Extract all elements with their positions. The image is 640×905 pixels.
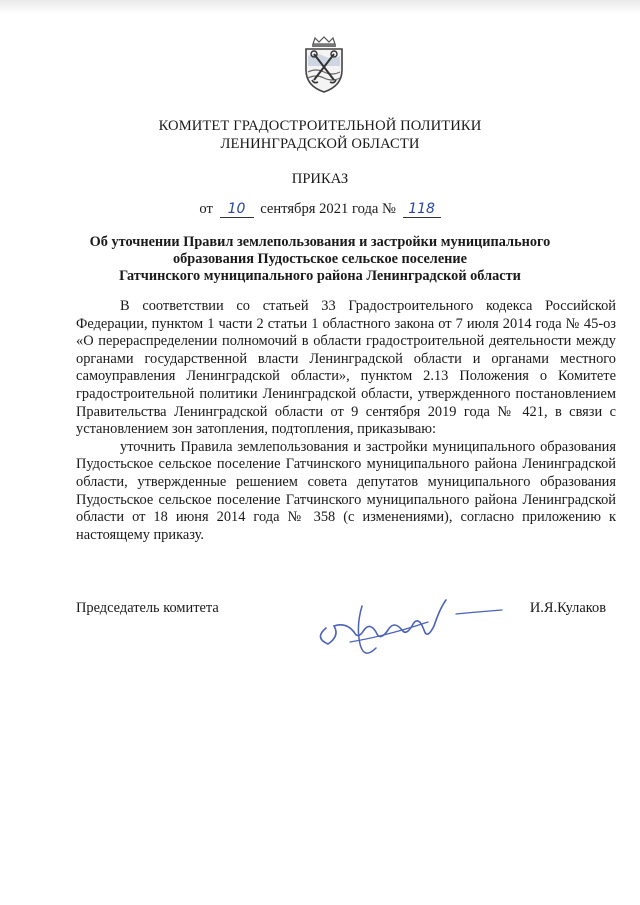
scan-shadow	[0, 0, 640, 14]
document-day: 10	[220, 202, 254, 218]
subject-line3: Гатчинского муниципального района Ленинградской области	[119, 268, 521, 284]
subject-line2: образования Пудостьское сельское поселение	[173, 251, 467, 267]
handwritten-signature	[306, 586, 516, 670]
document-body	[76, 298, 616, 544]
organization-name-line2: ЛЕНИНГРАДСКОЙ ОБЛАСТИ	[220, 136, 420, 152]
signatory-name: И.Я.Кулаков	[529, 600, 606, 616]
organization-name-line1: КОМИТЕТ ГРАДОСТРОИТЕЛЬНОЙ ПОЛИТИКИ	[158, 118, 482, 134]
document-dateline	[0, 201, 640, 218]
document-type: ПРИКАЗ	[291, 171, 349, 187]
coat-of-arms-icon	[300, 36, 348, 94]
subject-line1: Об уточнении Правил землепользования и застройки муниципального	[89, 234, 551, 250]
body-paragraph-2: уточнить Правила землепользования и застройки муниципального образования Пудостьское сельское поселение Гатчинского муниципального района Ленинградской области, утвержденные решением совета депутатов муниципального образования Пудостьское сельское поселение Гатчинского муниципального района Ленинградской области от 18 июня 2014 года № 358 (с изменениями), согласно приложению к настоящему приказу.	[76, 438, 616, 543]
signature-block	[76, 596, 616, 676]
date-prefix: от	[199, 201, 213, 217]
body-paragraph-1: В соответствии со статьей 33 Градостроительного кодекса Российской Федерации, пунктом 1 части 2 статьи 1 областного закона от 7 июля 2014 года № 45-оз «О перераспределении полномочий в области градостроительной деятельности между органами государственной власти Ленинградской области и органами местного самоуправления Ленинградской области», пунктом 2.13 Положения о Комитете градостроительной политики Ленинградской области, утвержденного постановлением Правительства Ленинградской области от 9 сентября 2019 года № 421, в связи с установлением зон затопления, подтопления, приказываю:	[76, 298, 616, 438]
signatory-position: Председатель комитета	[76, 600, 219, 616]
date-rest: сентября 2021 года №	[260, 201, 396, 217]
document-number: 118	[403, 202, 441, 218]
document-subject	[0, 234, 640, 285]
